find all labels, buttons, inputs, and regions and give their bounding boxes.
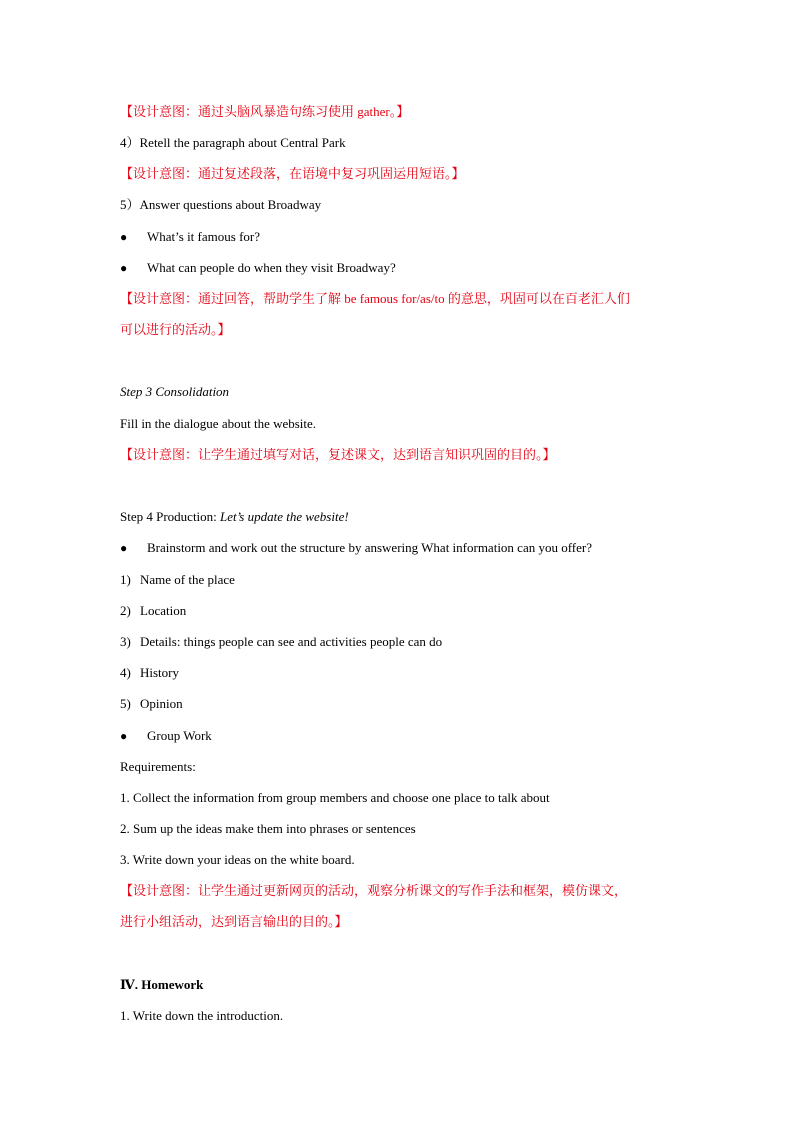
bullet-icon: ● <box>120 261 128 275</box>
item-number: 5) <box>120 696 131 711</box>
requirements-heading: Requirements: <box>120 759 196 774</box>
question-visit-broadway: What can people do when they visit Broadway? <box>147 260 396 275</box>
item-number: 2) <box>120 603 131 618</box>
structure-item-3 <box>120 633 442 651</box>
brainstorm-item: Brainstorm and work out the structure by answering What information can you offer? <box>147 540 593 555</box>
bullet-icon: ● <box>120 729 128 743</box>
item-text: Location <box>140 603 187 618</box>
question-famous-for: What’s it famous for? <box>147 229 260 244</box>
design-note-production-line2: 进行小组活动，达到语言输出的目的。】 <box>120 914 348 929</box>
structure-item-2 <box>120 602 186 620</box>
requirement-3: 3. Write down your ideas on the white board. <box>120 852 355 867</box>
structure-item-1 <box>120 571 235 589</box>
item-text: Opinion <box>140 696 183 711</box>
step3-heading: Step 3 Consolidation <box>120 384 230 399</box>
bullet-icon: ● <box>120 541 128 555</box>
item-number: 1) <box>120 572 131 587</box>
step4-heading <box>120 508 349 526</box>
item-text: Name of the place <box>140 572 235 587</box>
item-number: 4) <box>120 665 131 680</box>
item-text: Details: things people can see and activities people can do <box>140 634 443 649</box>
design-note-production-line1: 【设计意图：让学生通过更新网页的活动，观察分析课文的写作手法和框架，模仿课文， <box>120 883 628 898</box>
step3-task: Fill in the dialogue about the website. <box>120 416 317 431</box>
design-note-gather: 【设计意图：通过头脑风暴造句练习使用 gather。】 <box>120 104 410 119</box>
homework-heading: Ⅳ. Homework <box>120 977 204 992</box>
step4-title: Let’s update the website! <box>220 509 349 524</box>
item-number: 3) <box>120 634 131 649</box>
step-retell-central-park: 4）Retell the paragraph about Central Park <box>120 135 346 150</box>
design-note-consolidation: 【设计意图：让学生通过填写对话，复述课文，达到语言知识巩固的目的。】 <box>120 447 556 462</box>
design-note-retell: 【设计意图：通过复述段落，在语境中复习巩固运用短语。】 <box>120 166 465 181</box>
requirement-2: 2. Sum up the ideas make them into phrases or sentences <box>120 821 416 836</box>
step4-label: Step 4 Production: <box>120 509 221 524</box>
requirement-1: 1. Collect the information from group members and choose one place to talk about <box>120 790 550 805</box>
step-answer-broadway: 5）Answer questions about Broadway <box>120 197 322 212</box>
homework-item-1: 1. Write down the introduction. <box>120 1008 284 1023</box>
group-work-item: Group Work <box>147 728 212 743</box>
structure-item-4 <box>120 664 179 682</box>
design-note-famous-line2: 可以进行的活动。】 <box>120 322 231 337</box>
structure-item-5 <box>120 695 183 713</box>
bullet-icon: ● <box>120 230 128 244</box>
design-note-famous-line1: 【设计意图：通过回答，帮助学生了解 be famous for/as/to 的意思，巩固可以在百老汇人们 <box>120 291 630 306</box>
item-text: History <box>140 665 179 680</box>
